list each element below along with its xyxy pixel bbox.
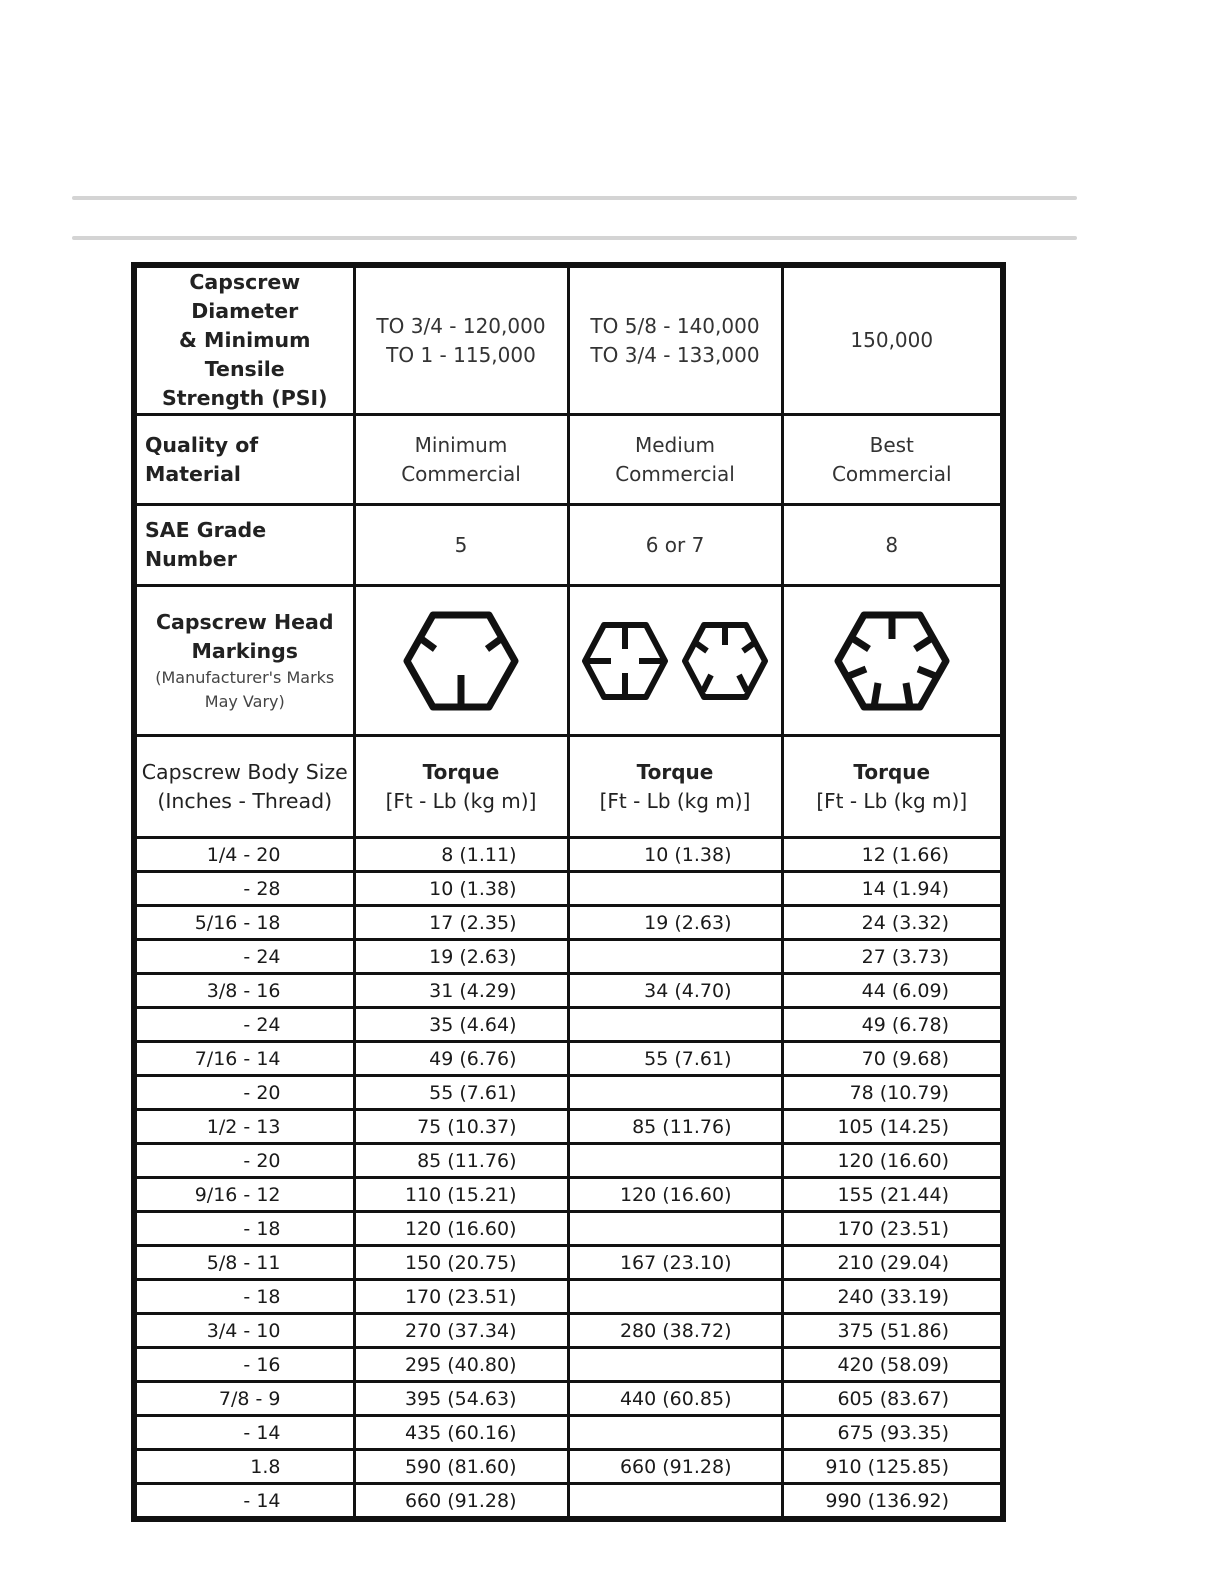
grade-6-7-quality [568, 415, 782, 505]
grade-5-torque-cell: 435 (60.16) [354, 1416, 568, 1450]
grade-8-torque-cell: 120 (16.60) [782, 1144, 1003, 1178]
body-size-cell: 3/8 - 16 [134, 974, 354, 1008]
grade-6-7-torque-units: [Ft - Lb (kg m)] [599, 788, 751, 813]
grade-5-torque-cell: 150 (20.75) [354, 1246, 568, 1280]
grade-8-tensile-line1: 150,000 [850, 328, 934, 352]
grade-6-7-number: 6 or 7 [568, 505, 782, 586]
grade-5-torque-units: [Ft - Lb (kg m)] [385, 788, 537, 813]
head-markings-row [134, 586, 1003, 736]
markings-label-line1: Capscrew Head [155, 609, 334, 634]
grade-8-torque-cell: 27 (3.73) [782, 940, 1003, 974]
table-row [134, 1416, 1003, 1450]
body-size-cell: - 20 [134, 1076, 354, 1110]
grade-8-quality-line1: Best [869, 432, 914, 457]
diameter-label-line1: Capscrew Diameter [189, 270, 301, 323]
quality-row [134, 415, 1003, 505]
body-size-cell: - 24 [134, 940, 354, 974]
grade-5-torque-cell: 270 (37.34) [354, 1314, 568, 1348]
grade-6-7-torque-cell [568, 1484, 782, 1520]
grade-6-7-torque-cell [568, 1416, 782, 1450]
grade-5-tensile [354, 265, 568, 415]
grade-6-7-torque-cell: 440 (60.85) [568, 1382, 782, 1416]
body-size-cell: - 24 [134, 1008, 354, 1042]
grade-8-torque-cell: 14 (1.94) [782, 872, 1003, 906]
table-row [134, 906, 1003, 940]
table-row [134, 1246, 1003, 1280]
sae-grade-6-head-icon [581, 621, 669, 701]
table-row [134, 1178, 1003, 1212]
sae-grade-row [134, 505, 1003, 586]
grade-5-tensile-line2: TO 1 - 115,000 [386, 342, 536, 367]
grade-6-7-torque-cell [568, 1008, 782, 1042]
top-rule [72, 196, 1077, 200]
table-row [134, 1382, 1003, 1416]
body-size-cell: - 16 [134, 1348, 354, 1382]
grade-8-torque-cell: 910 (125.85) [782, 1450, 1003, 1484]
table-row [134, 1450, 1003, 1484]
body-size-label-line2: (Inches - Thread) [157, 788, 333, 813]
table-row [134, 1212, 1003, 1246]
grade-8-torque-cell: 210 (29.04) [782, 1246, 1003, 1280]
grade-8-torque-cell: 49 (6.78) [782, 1008, 1003, 1042]
grade-6-7-tensile-line1: TO 5/8 - 140,000 [590, 313, 760, 338]
grade-5-torque-cell: 295 (40.80) [354, 1348, 568, 1382]
second-rule [72, 236, 1077, 240]
table-row [134, 1042, 1003, 1076]
grade-6-7-marking [568, 586, 782, 736]
grade-8-torque-cell: 240 (33.19) [782, 1280, 1003, 1314]
tensile-strength-row [134, 265, 1003, 415]
sae-grade-label: SAE Grade Number [134, 505, 354, 586]
grade-6-7-torque-cell [568, 1280, 782, 1314]
grade-6-7-tensile [568, 265, 782, 415]
table-row [134, 1348, 1003, 1382]
body-size-cell: 5/16 - 18 [134, 906, 354, 940]
table-row [134, 1144, 1003, 1178]
grade-5-torque-cell: 10 (1.38) [354, 872, 568, 906]
grade-8-torque-title: Torque [853, 759, 931, 784]
body-size-cell: 3/4 - 10 [134, 1314, 354, 1348]
grade-6-7-torque-cell [568, 872, 782, 906]
grade-5-torque-cell: 8 (1.11) [354, 838, 568, 872]
grade-6-7-torque-title: Torque [636, 759, 714, 784]
table-row [134, 974, 1003, 1008]
grade-8-torque-cell: 78 (10.79) [782, 1076, 1003, 1110]
grade-5-torque-cell: 660 (91.28) [354, 1484, 568, 1520]
grade-8-quality-line2: Commercial [831, 461, 952, 486]
grade-5-torque-cell: 75 (10.37) [354, 1110, 568, 1144]
grade-5-torque-cell: 590 (81.60) [354, 1450, 568, 1484]
markings-note-line2: May Vary) [204, 691, 285, 711]
table-row [134, 1008, 1003, 1042]
grade-5-torque-cell: 31 (4.29) [354, 974, 568, 1008]
grade-6-7-torque-cell: 10 (1.38) [568, 838, 782, 872]
grade-8-torque-cell: 155 (21.44) [782, 1178, 1003, 1212]
grade-8-torque-cell: 170 (23.51) [782, 1212, 1003, 1246]
grade-5-torque-cell: 110 (15.21) [354, 1178, 568, 1212]
capscrew-torque-table [131, 262, 1006, 1522]
sae-grade-5-head-icon [403, 611, 519, 711]
table-row [134, 940, 1003, 974]
grade-6-7-torque-cell [568, 1348, 782, 1382]
grade-6-7-torque-cell: 34 (4.70) [568, 974, 782, 1008]
table-row [134, 872, 1003, 906]
diameter-label-line3: Strength (PSI) [161, 386, 328, 410]
body-size-cell: - 14 [134, 1416, 354, 1450]
sae-grade-8-head-icon [834, 611, 950, 711]
table-row [134, 1314, 1003, 1348]
diameter-tensile-label [134, 265, 354, 415]
table-row [134, 1484, 1003, 1520]
grade-8-torque-cell: 375 (51.86) [782, 1314, 1003, 1348]
grade-8-torque-cell: 70 (9.68) [782, 1042, 1003, 1076]
table-row [134, 1110, 1003, 1144]
markings-label-line2: Markings [191, 638, 298, 663]
grade-8-torque-cell: 105 (14.25) [782, 1110, 1003, 1144]
table-row [134, 1076, 1003, 1110]
body-size-cell: 1.8 [134, 1450, 354, 1484]
body-size-cell: - 20 [134, 1144, 354, 1178]
grade-6-7-torque-cell: 167 (23.10) [568, 1246, 782, 1280]
body-size-cell: 5/8 - 11 [134, 1246, 354, 1280]
table-row [134, 838, 1003, 872]
body-size-cell: 7/16 - 14 [134, 1042, 354, 1076]
grade-8-torque-cell: 675 (93.35) [782, 1416, 1003, 1450]
body-size-cell: - 28 [134, 872, 354, 906]
body-size-cell: - 18 [134, 1280, 354, 1314]
grade-6-7-torque-header [568, 736, 782, 838]
torque-header-row [134, 736, 1003, 838]
grade-5-torque-cell: 395 (54.63) [354, 1382, 568, 1416]
grade-6-7-torque-cell [568, 940, 782, 974]
grade-8-torque-cell: 420 (58.09) [782, 1348, 1003, 1382]
body-size-cell: - 18 [134, 1212, 354, 1246]
grade-6-7-tensile-line2: TO 3/4 - 133,000 [590, 342, 760, 367]
grade-8-torque-header [782, 736, 1003, 838]
grade-5-marking [354, 586, 568, 736]
grade-6-7-torque-cell: 19 (2.63) [568, 906, 782, 940]
grade-8-tensile [782, 265, 1003, 415]
markings-note-line1: (Manufacturer's Marks [155, 667, 335, 687]
grade-5-torque-cell: 170 (23.51) [354, 1280, 568, 1314]
grade-6-7-torque-cell: 85 (11.76) [568, 1110, 782, 1144]
grade-5-torque-cell: 19 (2.63) [354, 940, 568, 974]
diameter-label-line2: & Minimum Tensile [179, 328, 311, 381]
body-size-label-line1: Capscrew Body Size [141, 759, 348, 784]
grade-5-number: 5 [354, 505, 568, 586]
grade-6-7-torque-cell: 280 (38.72) [568, 1314, 782, 1348]
body-size-label [134, 736, 354, 838]
grade-6-7-torque-cell: 120 (16.60) [568, 1178, 782, 1212]
grade-8-torque-cell: 44 (6.09) [782, 974, 1003, 1008]
grade-6-7-torque-cell: 55 (7.61) [568, 1042, 782, 1076]
grade-5-torque-title: Torque [422, 759, 500, 784]
body-size-cell: 9/16 - 12 [134, 1178, 354, 1212]
grade-8-marking [782, 586, 1003, 736]
table-row [134, 1280, 1003, 1314]
grade-5-torque-cell: 85 (11.76) [354, 1144, 568, 1178]
grade-5-tensile-line1: TO 3/4 - 120,000 [376, 313, 546, 338]
grade-8-quality [782, 415, 1003, 505]
grade-8-torque-cell: 12 (1.66) [782, 838, 1003, 872]
grade-5-torque-cell: 35 (4.64) [354, 1008, 568, 1042]
grade-8-number: 8 [782, 505, 1003, 586]
grade-5-quality [354, 415, 568, 505]
grade-5-torque-cell: 49 (6.76) [354, 1042, 568, 1076]
grade-6-7-quality-line2: Commercial [615, 461, 735, 486]
grade-6-7-torque-cell [568, 1076, 782, 1110]
sae-grade-7-head-icon [681, 621, 769, 701]
body-size-cell: - 14 [134, 1484, 354, 1520]
head-markings-label [134, 586, 354, 736]
grade-8-torque-cell: 605 (83.67) [782, 1382, 1003, 1416]
quality-label: Quality of Material [134, 415, 354, 505]
grade-8-torque-units: [Ft - Lb (kg m)] [816, 788, 968, 813]
grade-8-torque-cell: 990 (136.92) [782, 1484, 1003, 1520]
grade-5-torque-cell: 120 (16.60) [354, 1212, 568, 1246]
body-size-cell: 7/8 - 9 [134, 1382, 354, 1416]
grade-6-7-quality-line1: Medium [635, 432, 715, 457]
grade-6-7-torque-cell [568, 1212, 782, 1246]
grade-5-torque-header [354, 736, 568, 838]
grade-5-torque-cell: 55 (7.61) [354, 1076, 568, 1110]
grade-6-7-torque-cell [568, 1144, 782, 1178]
grade-5-torque-cell: 17 (2.35) [354, 906, 568, 940]
grade-5-quality-line1: Minimum [414, 432, 508, 457]
body-size-cell: 1/2 - 13 [134, 1110, 354, 1144]
grade-6-7-torque-cell: 660 (91.28) [568, 1450, 782, 1484]
grade-5-quality-line2: Commercial [401, 461, 521, 486]
body-size-cell: 1/4 - 20 [134, 838, 354, 872]
grade-8-torque-cell: 24 (3.32) [782, 906, 1003, 940]
